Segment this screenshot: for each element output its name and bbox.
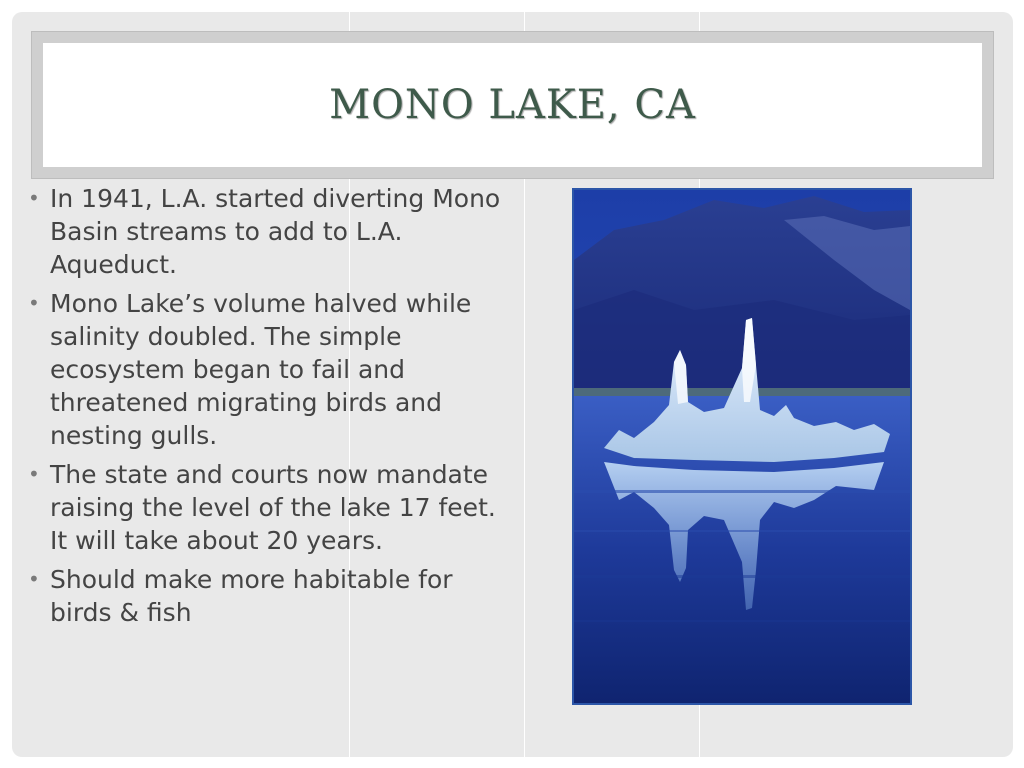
bullet-text: Mono Lake’s volume halved while salinity doubled. The simple ecosystem began to fail and threatened migrating birds and nesting gulls. <box>50 289 472 450</box>
bullet-item <box>26 458 506 557</box>
bullet-text: The state and courts now mandate raising the level of the lake 17 feet. It will take about 20 years. <box>50 460 496 555</box>
bullet-item <box>26 287 506 452</box>
bullet-dot-icon: • <box>28 186 40 210</box>
bullet-item <box>26 182 506 281</box>
bullet-dot-icon: • <box>28 291 40 315</box>
slide <box>12 12 1013 757</box>
bullet-item <box>26 563 506 629</box>
slide-title: MONO LAKE, CA <box>329 82 696 128</box>
title-box <box>43 43 982 167</box>
tufa-towers-illustration <box>574 190 910 703</box>
bullet-dot-icon: • <box>28 567 40 591</box>
bullet-dot-icon: • <box>28 462 40 486</box>
tufa-towers-photo <box>572 188 912 705</box>
title-frame <box>31 31 994 179</box>
bullet-text: Should make more habitable for birds & fish <box>50 565 453 627</box>
bullet-text: In 1941, L.A. started diverting Mono Basin streams to add to L.A. Aqueduct. <box>50 184 501 279</box>
bullet-list <box>26 182 506 635</box>
